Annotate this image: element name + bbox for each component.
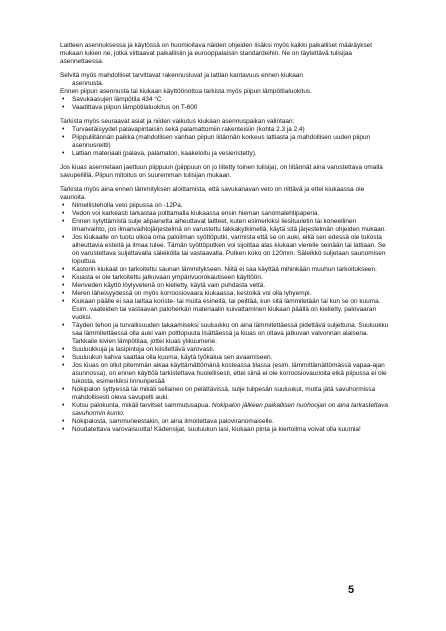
chimney-sweep-note: Nokipalon jälkeen paikallisen nuohoojan on aina tarkastettava savuhormin kunto. — [72, 402, 388, 417]
page-number: 5 — [348, 584, 355, 596]
page-content — [60, 42, 390, 440]
list-item: • Jos kiukaalle on tuotu ulkoa oma paloilman syöttöputki, varmista että se on auki, eikä sen edessä ole tukosta aiheuttavia esteitä ja ilmaa tulee. Tämän syöttöputken voi sijoittaa alas kiukaan vierelle seinään tai lattiaan. Se on varustettava suljettavalla säleikölla tai vastaavalla. Putken koko on 120mm. Säleikkö suljetaan saunomisen loputtua. — [60, 234, 390, 266]
list-item: • Suuluukkuja ja lasipintoja on kiisitettävä varovasti. — [60, 346, 390, 354]
shared-chimney-paragraph: Jos kiuas asennetaan jaettuun piippuun (piippuun on jo liitetty toinen tulisija), on liitännät aina varustettava omalla savupellillä. Piipun mitoitus on suuremman tulisijan mukaan. — [60, 164, 383, 179]
list-item: • Kastorin kiukaat on tarkoitettu saunan lämmitykseen. Niitä ei saa käyttää mihinkään muuhun tarkoitukseen. — [60, 266, 390, 274]
list-item: • Kiukaan päälle ei saa laittaa koriste- tai muita esineitä, tai peittää, kun sitä lämmitetään tai kun se on kuuma. Esim. vaateiden tai vastaavan paloherkän materiaalin kuivattaminen kiukaan päällä on kielletty, palovaaran vuoksi. — [60, 298, 390, 322]
list-item: • Täyden tehon ja turvallisuuden takaamiseksi suuluukku on aina lämmitettäessä pidettävä suljettuna. Suuluukku saa lämmitettäessä olla auki vain polttopuuta lisättäessä ja kiuas on oltava jatkuvan valvonnan alaisena. Tarkkaile kivien lämpötilaa, jottei kiuas ylikuumene. — [60, 322, 390, 346]
list-item: • Meren läheisyydessä on myös korroosiovaara kiukaassa, kestoikä voi olla lyhyempi. — [60, 290, 390, 298]
chimney-check-paragraph: Ennen piipun asennusta tai kiukaan käyttöönottoa tarkista myös piipun lämpötilaluokitus. — [60, 88, 312, 95]
list-item: • Lattian materiaali (palava, palamaton, kaakeloitu ja vesieristetty). — [60, 150, 390, 158]
placement-check-paragraph: Tarkista myös seuraavat asiat ja niiden vaikutus kiukaan asennuspaikan valintaan: — [60, 118, 295, 125]
placement-list — [60, 126, 390, 158]
permits-text: Selvitä myös mahdolliset tarvittavat rakennusluvat ja lattian kantavuus ennen kiukaan — [60, 72, 303, 79]
list-item: • Savukaasujen lämpötila 434 °C — [60, 96, 390, 104]
permits-continuation: asennusta. — [72, 80, 104, 87]
chimney-requirements-list — [60, 96, 390, 112]
list-item: • Suuluukun kahva saattaa olla kuuma, käytä työkalua sen avaamiseen. — [60, 354, 390, 362]
list-item: • Piippuliitännän paikka (mahdollisen vanhan piipun liitännän korkeus lattiasta ja mahdollisen uuden piipun asennusreitti) — [60, 134, 390, 150]
safety-instructions-list — [60, 202, 390, 434]
list-item-fire-brigade — [60, 402, 390, 418]
list-item: • Jos kiuas on ollut pitemmän aikaa käyttämättömänä kosteassa tilassa (esim. lämmittämättömässä vapaa-ajan asunnossa), on ennen käyttöä tarkistettava huolellisesti, ettei siinä ei ole korroosiovaurioita eikä piipussa ei ole tukosta, esimerkiksi linnunpesää — [60, 362, 390, 386]
list-item: • Vaadittava piipun lämpötilaluokitus on T-600 — [60, 104, 390, 112]
fire-brigade-text: Kutsu palokunta, mikäli tarvitset sammutusapua. — [72, 402, 212, 409]
list-item: • Ennen sytyttämistä sulje alipainetta aiheuttavat laitteet, kuten esimerkiksi liesituuletin tai koneellinen ilmanvaihto, jos ilmanvaihtojärjestelmä on varustettu takkakytkimellä, käytä sitä järjestelmän ohjeiden mukaan. — [60, 218, 390, 234]
list-item: • Kiuasta ei ole tarkoitettu jatkuvaan ympärivuorokautiseen käyttöön. — [60, 274, 390, 282]
list-item: • Vedon voi karkeasti tarkastaa polttamalla kiukaassa ensin hieman sanomalehtipaperia. — [60, 210, 390, 218]
list-item: • Nimellisteholla veto piipussa on -12Pa. — [60, 202, 390, 210]
list-item: • Turvaetäisyydet palavapintaisiin sekä palamattomiin rakenteisiin (kohta 2.3 ja 2.4) — [60, 126, 390, 134]
list-item: • Nokipalon syttyessä tai mikäli sellainen on pelättävissä, sulje tulipesän suuluukut, mutta jätä savuhormissa mahdollisesti oleva savupelti auki. — [60, 386, 390, 402]
list-item: • Meriveden käyttö löylyvetenä on kielletty, käytä vain puhdasta vettä. — [60, 282, 390, 290]
permits-paragraph — [60, 72, 390, 80]
intro-paragraph: Laitteen asennuksessa ja käytössä on huomioitava näiden ohjeiden lisäksi myös kaikki paikalliset määräykset mukaan lukien ne, jotka viittaavat paikallisiin ja eurooppalaisiin standardeihin. Ne on täytettävä tulisijaa asennettaessa. — [60, 42, 373, 65]
list-item: • Noudatettava varovaisuutta! Kädensijat, suuluukun lasi, kiukaan pinta ja kiertoilma voivat olla kuumia! — [60, 426, 390, 434]
list-item: • Nokipalosta, sammuneestakin, on aina ilmoitettava paloviranomaiselle. — [60, 418, 390, 426]
draught-check-paragraph: Tarkista myös aina ennen lämmityksen aloittamista, että savukanavan veto on riittävä ja ettei kiukaassa ole vaurioita. — [60, 186, 365, 201]
